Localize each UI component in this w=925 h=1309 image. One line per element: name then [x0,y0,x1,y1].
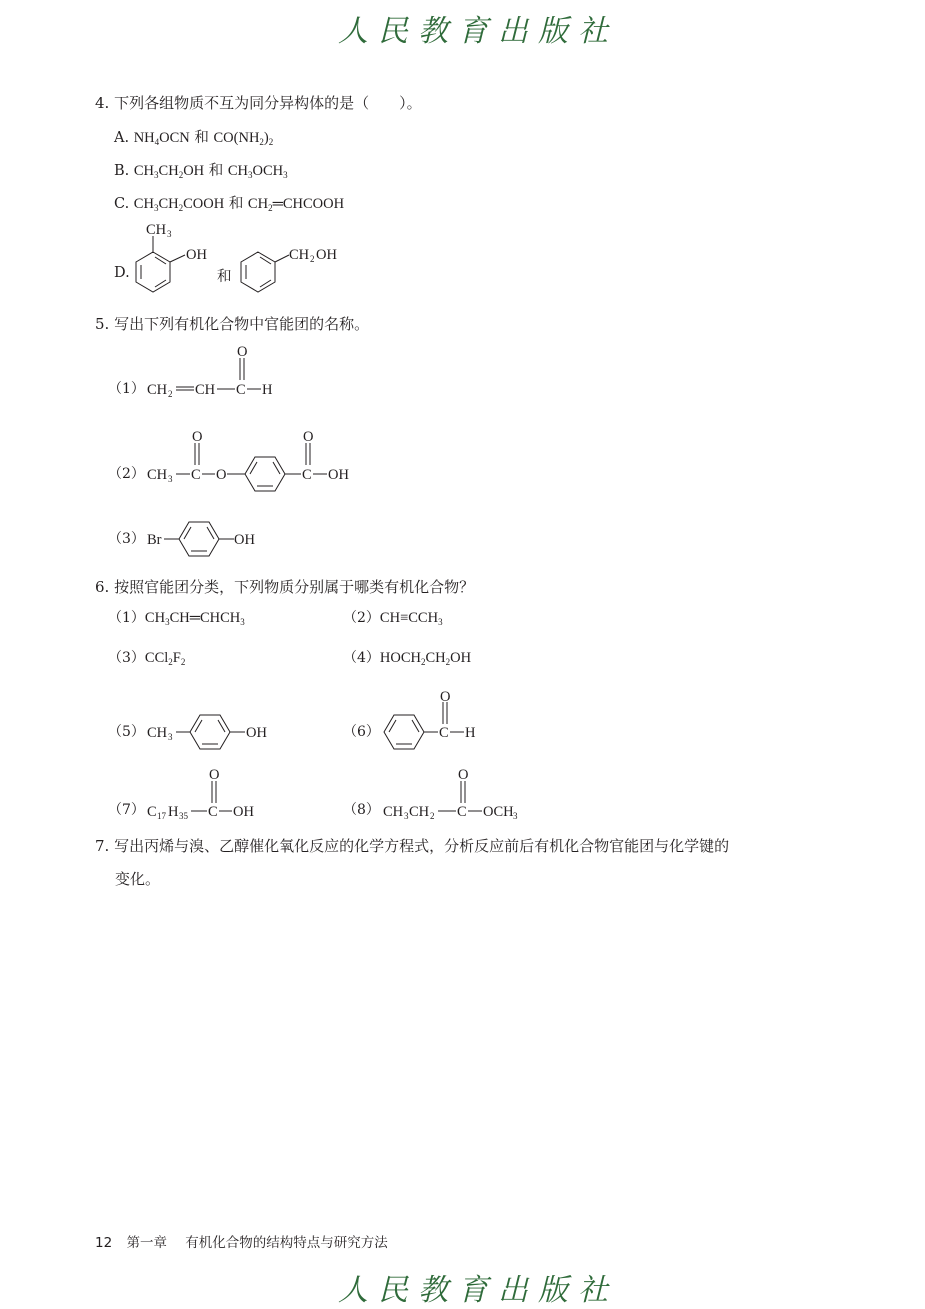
q4-option-d-label: D. [114,265,130,281]
svg-text:C: C [147,804,157,820]
formula: $CCl_2F_2$ [144,650,186,667]
question-7-stem-cont: 变化。 [115,870,161,888]
formula: $CO(NH_2)_2$ [213,130,274,147]
svg-text:CH: CH [409,804,430,820]
svg-text:CH: CH [147,467,168,483]
svg-text:2: 2 [168,389,173,399]
svg-text:3: 3 [167,229,172,239]
q6-item-3 [108,647,185,667]
question-5-stem: 5. 写出下列有机化合物中官能团的名称。 [95,315,370,333]
page-footer [95,1231,388,1251]
svg-text:CH: CH [195,382,216,398]
option-label: B. [114,163,130,179]
q6-item-7-structure [144,764,284,824]
q6-item-4 [343,647,471,667]
svg-text:3: 3 [168,732,173,742]
publisher-logo-top: 人民教育出版社 [338,14,618,49]
page-number: 12 [95,1235,113,1251]
svg-text:CH: CH [147,725,168,741]
item-label: （1） [108,610,145,626]
svg-text:OH: OH [234,532,255,548]
svg-text:35: 35 [179,811,188,821]
q6-item-2 [343,607,443,627]
q5-item-2-label: （2） [108,466,145,482]
question-7-stem: 7. 写出丙烯与溴、乙醇催化氧化反应的化学方程式，分析反应前后有机化合物官能团与化学键的 [95,837,730,855]
join-word: 和 [228,196,244,212]
q6-item-7-label: （7） [108,802,145,818]
formula: $NH_4OCN$ [133,130,190,147]
svg-text:OCH: OCH [483,804,514,820]
formula: $HOCH_2CH_2OH$ [379,650,472,667]
q6-item-1 [108,607,245,627]
q5-item-1-label: （1） [108,381,145,397]
svg-text:2: 2 [310,254,315,264]
formula: $CH_3CH_2OH$ [133,163,205,180]
svg-text:CH: CH [147,382,168,398]
svg-text:C: C [191,467,201,483]
q5-item-3-label: （3） [108,531,145,547]
formula: $CH_3OCH_3$ [227,163,288,180]
question-4-stem: 4. 下列各组物质不互为同分异构体的是（ ）。 [95,94,422,112]
q6-item-5-structure [144,706,284,756]
q4-d-structures [130,218,360,298]
q5-item-1-structure [144,340,294,400]
q6-item-5-label: （5） [108,724,145,740]
svg-text:OH: OH [246,725,267,741]
join-word: 和 [194,130,209,146]
svg-text:C: C [302,467,312,483]
svg-text:C: C [457,804,467,820]
svg-text:H: H [465,725,476,741]
svg-text:CH: CH [289,247,310,263]
svg-text:Br: Br [147,532,162,548]
chapter-title: 有机化合物的结构特点与研究方法 [185,1235,388,1251]
publisher-logo-bottom: 人民教育出版社 [338,1273,618,1308]
svg-text:17: 17 [157,811,166,821]
q6-item-6-label: （6） [343,724,380,740]
svg-text:3: 3 [168,474,173,484]
svg-text:OH: OH [316,247,337,263]
q6-item-8-structure [380,764,550,824]
q4-option-a [114,126,273,147]
svg-text:C: C [236,382,246,398]
svg-text:O: O [216,467,227,483]
svg-text:H: H [262,382,273,398]
svg-text:O: O [209,767,220,783]
option-label: C. [114,196,130,212]
svg-text:C: C [208,804,218,820]
q4-option-c [114,192,344,213]
svg-text:C: C [439,725,449,741]
q6-item-6-structure [380,686,500,756]
question-6-stem: 6. 按照官能团分类，下列物质分别属于哪类有机化合物？ [95,578,475,596]
svg-text:O: O [458,767,469,783]
svg-text:O: O [303,429,314,445]
item-label: （3） [108,650,145,666]
item-label: （4） [343,650,380,666]
join-word: 和 [208,163,224,179]
svg-text:CH: CH [383,804,404,820]
svg-text:H: H [168,804,179,820]
q5-item-2-structure [144,425,374,495]
formula: $CH\equiv CCH_3$ [379,610,443,627]
svg-text:O: O [192,429,203,445]
svg-text:OH: OH [186,247,207,263]
svg-text:3: 3 [404,811,409,821]
svg-text:CH: CH [146,222,167,238]
formula: $CH_3CH═CHCH_3$ [144,610,245,627]
q5-item-3-structure [144,513,284,563]
chapter-label: 第一章 [126,1235,167,1251]
svg-text:O: O [440,689,451,705]
q4-option-d-join: 和 [217,269,232,285]
svg-text:O: O [237,344,248,360]
item-label: （2） [343,610,380,626]
option-label: A. [114,130,130,146]
svg-text:OH: OH [233,804,254,820]
svg-text:OH: OH [328,467,349,483]
q4-option-b [114,159,288,180]
formula: $CH_3CH_2COOH$ [133,196,225,213]
svg-text:3: 3 [513,811,518,821]
formula: $CH_2═CHCOOH$ [247,196,345,213]
svg-text:2: 2 [430,811,435,821]
q6-item-8-label: （8） [343,802,380,818]
